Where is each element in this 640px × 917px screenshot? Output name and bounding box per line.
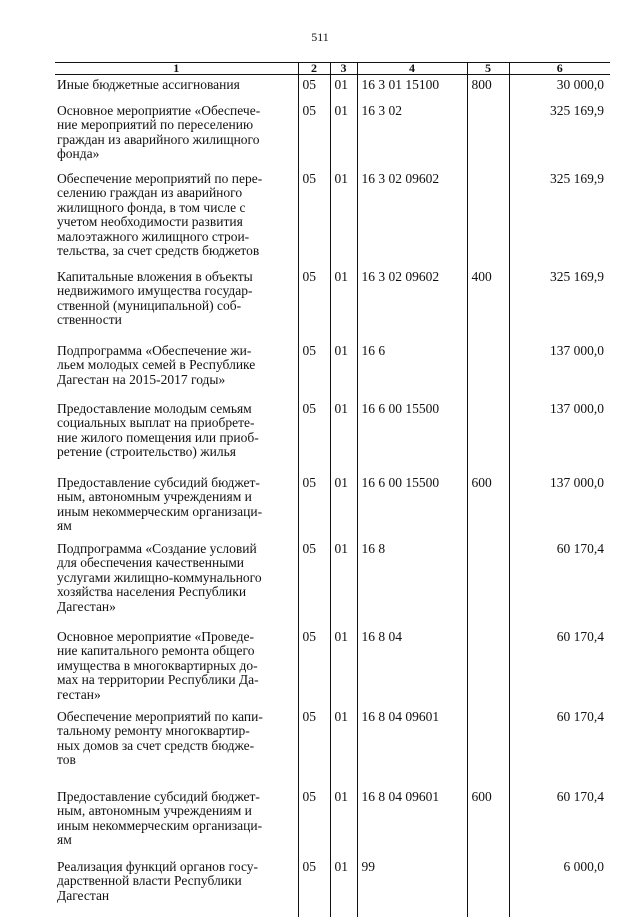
row-description <box>55 857 298 917</box>
target-article-code: 16 3 02 09602 <box>357 267 467 341</box>
row-description <box>55 473 298 539</box>
target-article-code: 16 8 04 09601 <box>357 707 467 787</box>
expense-type-code <box>467 707 509 787</box>
section-code: 05 <box>298 627 330 707</box>
expense-type-code: 600 <box>467 473 509 539</box>
description-line: Дагестан на 2015-2017 годы» <box>57 371 226 387</box>
description-line: Основное мероприятие «Проведе- <box>57 628 254 644</box>
section-code: 05 <box>298 101 330 169</box>
amount: 60 170,4 <box>509 539 610 627</box>
amount: 6 000,0 <box>509 857 610 917</box>
table-row <box>55 267 610 341</box>
target-article-code: 16 8 04 <box>357 627 467 707</box>
expense-type-code <box>467 341 509 399</box>
description-line: жилищного фонда, в том числе с <box>57 199 246 215</box>
description-line: Подпрограмма «Создание условий <box>57 540 257 556</box>
row-description <box>55 169 298 267</box>
section-code: 05 <box>298 787 330 857</box>
description-line: ям <box>57 518 72 533</box>
description-line: ретение (строительство) жилья <box>57 444 236 459</box>
row-description <box>55 75 298 101</box>
table-row <box>55 341 610 399</box>
expense-type-code <box>467 627 509 707</box>
subsection-code: 01 <box>330 539 357 627</box>
expense-type-code <box>467 539 509 627</box>
target-article-code: 16 8 04 09601 <box>357 787 467 857</box>
description-line: Дагестан» <box>57 598 116 614</box>
expense-type-code: 800 <box>467 75 509 101</box>
description-line: фонда» <box>57 146 100 161</box>
table-row <box>55 857 610 917</box>
amount: 60 170,4 <box>509 787 610 857</box>
table-row <box>55 399 610 473</box>
description-line: ние мероприятий по переселению <box>57 117 254 132</box>
table-row <box>55 787 610 857</box>
description-line: тельства, за счет средств бюджетов <box>57 243 260 258</box>
amount: 60 170,4 <box>509 627 610 707</box>
section-code: 05 <box>298 539 330 627</box>
header-col-3: 3 <box>330 63 357 75</box>
description-line: тов <box>57 752 76 767</box>
description-line: Реализация функций органов госу- <box>57 858 259 874</box>
section-code: 05 <box>298 857 330 917</box>
header-col-5: 5 <box>467 63 509 75</box>
amount: 137 000,0 <box>509 473 610 539</box>
row-description <box>55 341 298 399</box>
row-description <box>55 627 298 707</box>
description-line: Дагестан <box>57 887 110 903</box>
description-line: хозяйства населения Республики <box>57 584 247 599</box>
budget-table <box>55 62 610 917</box>
header-col-2: 2 <box>298 63 330 75</box>
subsection-code: 01 <box>330 267 357 341</box>
description-line: для обеспечения качественными <box>57 555 245 570</box>
table-row <box>55 473 610 539</box>
expense-type-code: 600 <box>467 787 509 857</box>
page-number: 511 <box>311 30 329 44</box>
target-article-code: 16 3 01 15100 <box>357 75 467 101</box>
row-description <box>55 101 298 169</box>
description-line: ние жилого помещения или приоб- <box>57 429 259 445</box>
target-article-code: 16 6 00 15500 <box>357 399 467 473</box>
description-line: ных домов за счет средств бюдже- <box>57 737 255 753</box>
section-code: 05 <box>298 399 330 473</box>
subsection-code: 01 <box>330 341 357 399</box>
expense-type-code <box>467 101 509 169</box>
section-code: 05 <box>298 75 330 101</box>
description-line: Капитальные вложения в объекты <box>57 268 253 284</box>
section-code: 05 <box>298 341 330 399</box>
table-body <box>55 75 610 917</box>
subsection-code: 01 <box>330 169 357 267</box>
description-line: недвижимого имущества государ- <box>57 283 253 298</box>
target-article-code: 99 <box>357 857 467 917</box>
expense-type-code <box>467 169 509 267</box>
table-row <box>55 707 610 787</box>
header-col-1: 1 <box>55 63 298 75</box>
description-line: ственности <box>57 312 122 327</box>
amount: 30 000,0 <box>509 75 610 101</box>
description-line: ние капитального ремонта общего <box>57 643 255 658</box>
row-description <box>55 267 298 341</box>
expense-type-code: 400 <box>467 267 509 341</box>
row-description <box>55 539 298 627</box>
amount: 325 169,9 <box>509 101 610 169</box>
amount: 137 000,0 <box>509 341 610 399</box>
description-line: иным некоммерческим организаци- <box>57 503 263 519</box>
subsection-code: 01 <box>330 399 357 473</box>
subsection-code: 01 <box>330 473 357 539</box>
description-line: Предоставление молодым семьям <box>57 400 252 416</box>
description-line: Основное мероприятие «Обеспече- <box>57 102 261 118</box>
table-row <box>55 75 610 101</box>
description-line: ным, автономным учреждениям и <box>57 803 252 818</box>
description-line: Предоставление субсидий бюджет- <box>57 474 260 490</box>
description-line: льем молодых семей в Республике <box>57 357 256 372</box>
table-row <box>55 539 610 627</box>
description-line: услугами жилищно-коммунального <box>57 569 262 585</box>
row-description <box>55 399 298 473</box>
description-line: имущества в многоквартирных до- <box>57 657 258 673</box>
description-line: Предоставление субсидий бюджет- <box>57 788 260 804</box>
section-code: 05 <box>298 707 330 787</box>
description-line: гестан» <box>57 686 101 702</box>
description-line: селению граждан из аварийного <box>57 185 243 200</box>
header-col-4: 4 <box>357 63 467 75</box>
subsection-code: 01 <box>330 787 357 857</box>
description-line: иным некоммерческим организаци- <box>57 817 263 833</box>
target-article-code: 16 3 02 <box>357 101 467 169</box>
description-line: граждан из аварийного жилищного <box>57 131 260 147</box>
description-line: малоэтажного жилищного строи- <box>57 228 250 244</box>
target-article-code: 16 3 02 09602 <box>357 169 467 267</box>
subsection-code: 01 <box>330 857 357 917</box>
description-line: Обеспечение мероприятий по капи- <box>57 708 263 724</box>
expense-type-code <box>467 399 509 473</box>
description-line: дарственной власти Республики <box>57 873 242 888</box>
row-description <box>55 787 298 857</box>
description-line: учетом необходимости развития <box>57 214 243 229</box>
amount: 325 169,9 <box>509 169 610 267</box>
target-article-code: 16 6 00 15500 <box>357 473 467 539</box>
amount: 137 000,0 <box>509 399 610 473</box>
subsection-code: 01 <box>330 101 357 169</box>
section-code: 05 <box>298 169 330 267</box>
row-description <box>55 707 298 787</box>
amount: 325 169,9 <box>509 267 610 341</box>
subsection-code: 01 <box>330 627 357 707</box>
amount: 60 170,4 <box>509 707 610 787</box>
description-line: ям <box>57 832 72 847</box>
section-code: 05 <box>298 473 330 539</box>
description-line: Обеспечение мероприятий по пере- <box>57 170 263 186</box>
expense-type-code <box>467 857 509 917</box>
table-header-row <box>55 63 610 75</box>
subsection-code: 01 <box>330 75 357 101</box>
table-row <box>55 101 610 169</box>
description-line: социальных выплат на приобрете- <box>57 415 255 430</box>
target-article-code: 16 8 <box>357 539 467 627</box>
subsection-code: 01 <box>330 707 357 787</box>
description-line: мах на территории Республики Да- <box>57 672 259 687</box>
table-row <box>55 169 610 267</box>
description-line: ным, автономным учреждениям и <box>57 489 252 504</box>
description-line: Иные бюджетные ассигнования <box>57 77 240 92</box>
header-col-6: 6 <box>509 63 610 75</box>
table-row <box>55 627 610 707</box>
description-line: тальному ремонту многоквартир- <box>57 723 250 738</box>
description-line: ственной (муниципальной) соб- <box>57 297 242 313</box>
description-line: Подпрограмма «Обеспечение жи- <box>57 342 252 358</box>
section-code: 05 <box>298 267 330 341</box>
target-article-code: 16 6 <box>357 341 467 399</box>
